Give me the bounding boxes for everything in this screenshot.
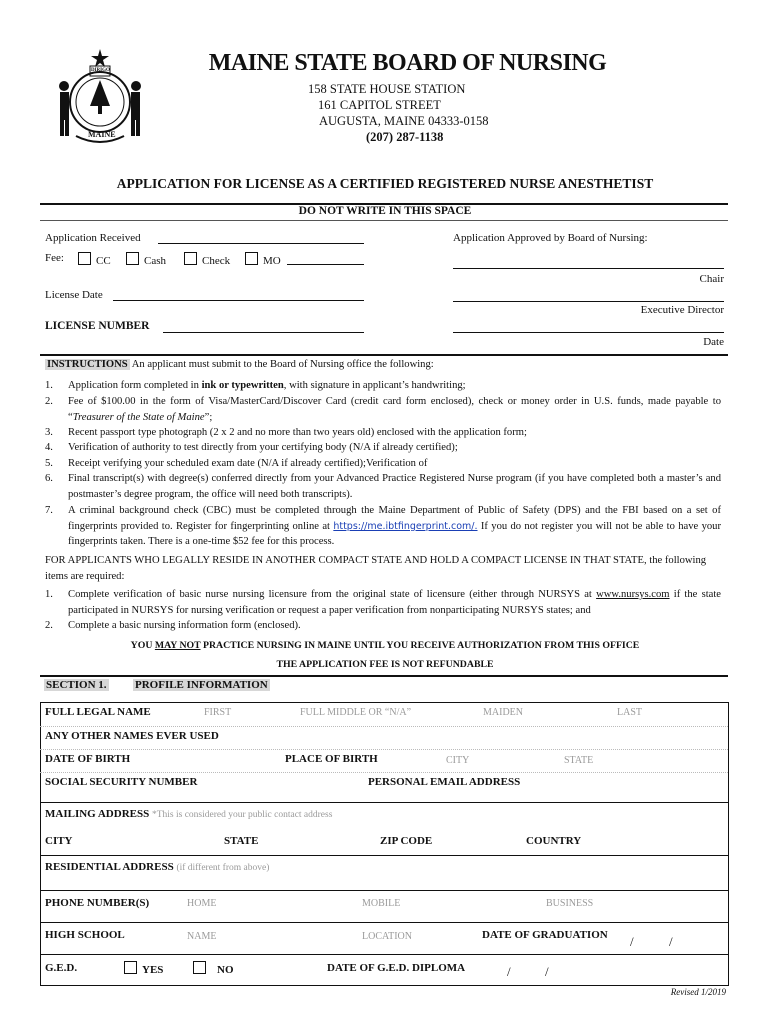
mailing-address-note: *This is considered your public contact address: [151, 810, 333, 820]
phone-label: PHONE NUMBER(S): [45, 897, 150, 909]
high-school-location-field[interactable]: LOCATION: [362, 931, 412, 942]
high-school-name-field[interactable]: NAME: [187, 931, 217, 942]
high-school-label: HIGH SCHOOL: [45, 929, 125, 941]
fee-mo-option[interactable]: MO: [245, 252, 281, 267]
exec-director-label: Executive Director: [640, 304, 724, 316]
license-number-label: LICENSE NUMBER: [45, 320, 150, 332]
other-names-label: ANY OTHER NAMES EVER USED: [45, 730, 219, 742]
nursys-link[interactable]: www.nursys.com: [596, 589, 670, 600]
zip-label: ZIP CODE: [380, 835, 433, 847]
instructions-label: INSTRUCTIONS: [47, 359, 128, 370]
license-date-field[interactable]: [113, 300, 364, 301]
chair-signature-field[interactable]: [453, 268, 724, 269]
address-line-1: 158 STATE HOUSE STATION: [308, 82, 466, 96]
address-line-3: AUGUSTA, MAINE 04333-0158: [319, 114, 489, 128]
city-label: CITY: [45, 835, 73, 847]
fee-cc-checkbox[interactable]: [78, 252, 91, 265]
practice-warning: YOU MAY NOT PRACTICE NURSING IN MAINE UNTIL YOU RECEIVE AUTHORIZATION FROM THIS OFFICE: [130, 640, 640, 651]
application-received-label: Application Received: [45, 232, 141, 244]
business-phone-field[interactable]: BUSINESS: [546, 898, 594, 909]
date-label: Date: [703, 336, 724, 348]
revised-date: Revised 1/2019: [670, 987, 726, 997]
ged-date-label: DATE OF G.E.D. DIPLOMA: [327, 962, 466, 974]
graduation-date-slash-1: /: [630, 934, 634, 949]
mobile-phone-field[interactable]: MOBILE: [362, 898, 401, 909]
pob-city-field[interactable]: CITY: [446, 755, 470, 766]
nonrefundable-notice: THE APPLICATION FEE IS NOT REFUNDABLE: [276, 659, 494, 670]
graduation-date-slash-2: /: [669, 934, 673, 949]
seal-motto: DIRIGO: [91, 68, 110, 73]
seal-name: MAINE: [88, 130, 116, 139]
first-name-field[interactable]: FIRST: [204, 707, 232, 718]
fee-cash-option[interactable]: Cash: [126, 252, 166, 267]
instruction-item-4: 4. Verification of authority to test directly from your certifying body (N/A if already certified);: [45, 442, 458, 453]
country-label: COUNTRY: [526, 835, 582, 847]
fee-cash-checkbox[interactable]: [126, 252, 139, 265]
compact-item-2: 2. Complete a basic nursing information form (enclosed).: [45, 620, 301, 631]
pob-label: PLACE OF BIRTH: [285, 753, 378, 765]
ssn-label: SOCIAL SECURITY NUMBER: [45, 776, 198, 788]
ged-label: G.E.D.: [45, 962, 78, 974]
residential-address-note: (if different from above): [176, 863, 270, 873]
fee-mo-checkbox[interactable]: [245, 252, 258, 265]
address-line-2: 161 CAPITOL STREET: [318, 98, 441, 112]
compact-item-1: 1. Complete verification of basic nurse nursing licensure from the original state of licensure (either through NURSYS at www.nursys.com if the state participated in NURSYS for nursing verification or request a paper verification from nonparticipating NURSYS states; and: [45, 589, 721, 616]
last-name-field[interactable]: LAST: [617, 707, 642, 718]
chair-label: Chair: [699, 273, 724, 285]
instruction-item-6: 6. Final transcript(s) with degree(s) conferred directly from your Advanced Practice Registered Nurse program (if you have completed both a master’s and postmaster’s degree program, the office will need both transcripts).: [45, 473, 721, 500]
graduation-date-label: DATE OF GRADUATION: [482, 929, 608, 941]
maiden-name-field[interactable]: MAIDEN: [483, 707, 523, 718]
email-label: PERSONAL EMAIL ADDRESS: [368, 776, 521, 788]
residential-address-label: RESIDENTIAL ADDRESS (if different from above): [45, 861, 270, 873]
approved-label: Application Approved by Board of Nursing:: [453, 232, 648, 244]
ged-yes-option[interactable]: YES: [124, 961, 163, 976]
section-number: SECTION 1.: [46, 679, 107, 691]
fee-check-checkbox[interactable]: [184, 252, 197, 265]
fingerprint-link[interactable]: https://me.ibtfingerprint.com/.: [333, 520, 478, 532]
ged-date-slash-2: /: [545, 964, 549, 979]
state-label: STATE: [224, 835, 259, 847]
license-date-label: License Date: [45, 289, 103, 301]
instructions-intro: INSTRUCTIONS An applicant must submit to the Board of Nursing office the following:: [47, 359, 434, 370]
dob-label: DATE OF BIRTH: [45, 753, 131, 765]
mailing-address-label: MAILING ADDRESS *This is considered your public contact address: [45, 808, 333, 820]
home-phone-field[interactable]: HOME: [187, 898, 217, 909]
fee-label: Fee:: [45, 252, 64, 264]
pob-state-field[interactable]: STATE: [564, 755, 594, 766]
exec-director-signature-field[interactable]: [453, 301, 724, 302]
ged-date-slash-1: /: [507, 964, 511, 979]
ged-no-checkbox[interactable]: [193, 961, 206, 974]
ged-no-option[interactable]: NO: [193, 961, 234, 976]
fee-cc-option[interactable]: CC: [78, 252, 111, 267]
fee-check-option[interactable]: Check: [184, 252, 230, 267]
full-legal-name-label: FULL LEGAL NAME: [45, 706, 151, 718]
page-title: MAINE STATE BOARD OF NURSING: [208, 50, 607, 76]
instruction-item-2: 2. Fee of $100.00 in the form of Visa/MasterCard/Discover Card (credit card form enclosed), check or money order in U.S. funds, made payable to “Treasurer of the State of Maine”;: [45, 396, 721, 423]
application-received-field[interactable]: [158, 243, 364, 244]
instruction-item-1: 1. Application form completed in ink or typewritten, with signature in applicant’s handwriting;: [45, 380, 466, 391]
instruction-item-5: 5. Receipt verifying your scheduled exam date (N/A if already certified);Verification of: [45, 458, 428, 469]
middle-name-field[interactable]: FULL MIDDLE OR “N/A”: [300, 707, 412, 718]
form-title: APPLICATION FOR LICENSE AS A CERTIFIED REGISTERED NURSE ANESTHETIST: [116, 176, 654, 191]
fee-mo-field[interactable]: [287, 264, 364, 265]
ged-yes-checkbox[interactable]: [124, 961, 137, 974]
license-number-field[interactable]: [163, 332, 364, 333]
office-use-banner: DO NOT WRITE IN THIS SPACE: [298, 205, 472, 217]
section-name: PROFILE INFORMATION: [135, 679, 268, 691]
compact-intro: FOR APPLICANTS WHO LEGALLY RESIDE IN ANOTHER COMPACT STATE AND HOLD A COMPACT LICENSE IN THAT STATE, the following items are required:: [45, 555, 707, 582]
instruction-item-7: 7. A criminal background check (CBC) must be completed through the Maine Department of Public of Safety (DPS) and the FBI based on a set of fingerprints provided to. Register for fingerprinting online at https://me.ibtfingerprint.com/. If you do not register you will not be able to have your fingerprints taken. There is a one-time $52 fee for this process.: [45, 505, 722, 547]
date-signature-field[interactable]: [453, 332, 724, 333]
phone-number: (207) 287-1138: [366, 130, 444, 144]
instruction-item-3: 3. Recent passport type photograph (2 x 2 and no more than two years old) enclosed with the application form;: [45, 427, 527, 438]
